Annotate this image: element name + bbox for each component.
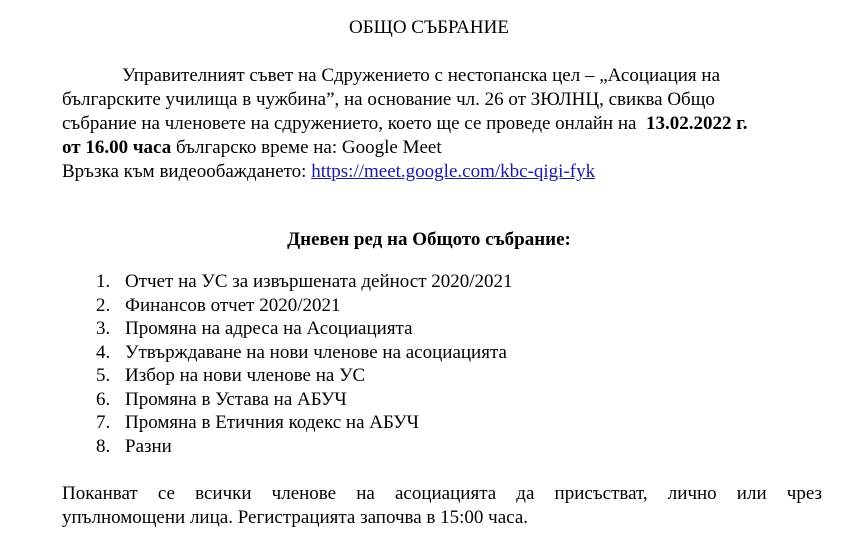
intro-line-4-text: българско време на: Google Meet: [175, 137, 442, 158]
meeting-link-label: Връзка към видеообаждането:: [62, 161, 307, 182]
agenda-item: [96, 317, 513, 341]
meeting-time: от 16.00 часа: [62, 137, 172, 158]
agenda-item-number: 5.: [96, 365, 111, 386]
meeting-date: 13.02.2022 г.: [645, 113, 748, 134]
agenda-item: [96, 341, 513, 365]
agenda-item-text: Утвърждаване на нови членове на асоциацията: [125, 341, 507, 363]
agenda-item: [96, 435, 513, 459]
intro-line-3: [62, 112, 822, 136]
agenda-item-number: 7.: [96, 412, 111, 433]
intro-line-2: българските училища в чужбина”, на основание чл. 26 от ЗЮЛНЦ, свиква Общо: [62, 89, 715, 110]
agenda-item: [96, 411, 513, 435]
agenda-item-number: 4.: [96, 341, 111, 363]
agenda-item: [96, 294, 513, 318]
intro-line-1: Управителният съвет на Сдружението с нестопанска цел – „Асоциация на: [122, 65, 721, 86]
agenda-item-number: 8.: [96, 435, 111, 457]
agenda-item-text: Промяна в Етичния кодекс на АБУЧ: [125, 412, 420, 433]
intro-line-4: [62, 136, 822, 160]
agenda-item-text: Разни: [125, 435, 172, 457]
agenda-item-number: 1.: [96, 271, 111, 292]
document-title: ОБЩО СЪБРАНИЕ: [349, 17, 509, 38]
meeting-link-line: [62, 160, 822, 184]
meeting-link[interactable]: https://meet.google.com/kbc-qigi-fyk: [311, 161, 596, 182]
agenda-item-number: 2.: [96, 294, 111, 316]
agenda-list: [96, 270, 513, 458]
agenda-item-text: Отчет на УС за извършената дейност 2020/2021: [125, 271, 513, 292]
agenda-item-text: Избор на нови членове на УС: [125, 365, 366, 386]
agenda-item-text: Промяна на адреса на Асоциацията: [125, 318, 413, 339]
agenda-item: [96, 270, 513, 294]
intro-paragraph: [62, 64, 822, 184]
agenda-item-number: 3.: [96, 318, 111, 339]
agenda-heading: Дневен ред на Общото събрание:: [287, 229, 571, 250]
intro-line-3-text: събрание на членовете на сдружението, което ще се проведе онлайн на: [62, 113, 637, 134]
agenda-item-text: Финансов отчет 2020/2021: [125, 294, 341, 316]
agenda-item-number: 6.: [96, 388, 111, 410]
closing-paragraph: [62, 482, 822, 530]
closing-line-2: упълномощени лица. Регистрацията започва в 15:00 часа.: [62, 507, 529, 528]
closing-line-1: Поканват се всички членове на асоциацията да присъстват, лично или чрез: [62, 483, 822, 504]
agenda-item: [96, 388, 513, 412]
agenda-item: [96, 364, 513, 388]
agenda-item-text: Промяна в Устава на АБУЧ: [125, 388, 347, 410]
